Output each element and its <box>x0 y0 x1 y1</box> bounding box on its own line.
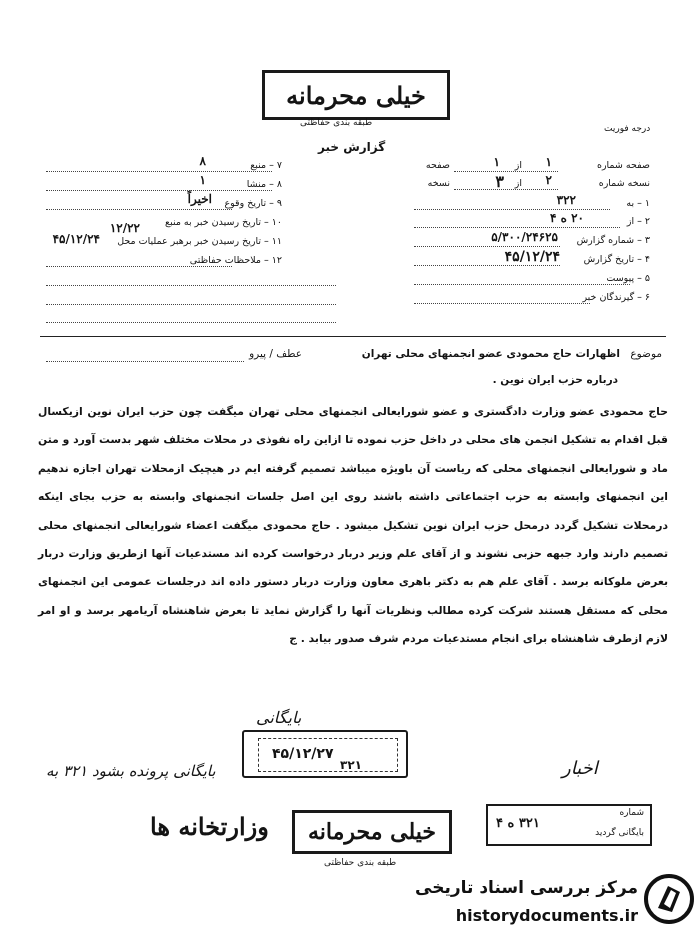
copy-suffix: نسخه <box>427 178 450 189</box>
sheet-suffix: صفحه <box>425 160 450 171</box>
report-number-value: ۵/۳۰۰/۲۴۶۲۵ <box>491 230 558 244</box>
classification-stamp-top <box>262 70 450 120</box>
classification-stamp-bottom <box>292 810 452 854</box>
classification-stamp-top-text: خیلی محرمانه <box>286 80 426 110</box>
report-date-value: ۴۵/۱۲/۲۴ <box>504 249 560 265</box>
archive-stamp-value: ۳۲۱ ه ۴ <box>496 816 540 831</box>
archive-stamp <box>486 804 652 846</box>
registry-stamp-number: ۴۵/۱۲/۲۷ <box>272 746 334 762</box>
report-number-label: ۳ – شماره گزارش <box>576 235 650 246</box>
sheet-number-label: صفحه شماره <box>596 160 650 171</box>
occurrence-date-value: اخیراً <box>187 192 212 206</box>
classification-stamp-bottom-text: خیلی محرمانه <box>307 819 437 845</box>
registry-stamp-number-2: ۳۲۱ <box>340 758 362 772</box>
receipt-date-value: ۱۲/۲۲ <box>109 221 140 235</box>
action-date-label: ۱۱ – تاریخ رسیدن خبر برهبر عملیات محل <box>117 236 282 247</box>
subject-label: موضوع <box>630 348 662 360</box>
origin-value: ۱ <box>199 173 206 187</box>
sheet-number-value: ۱ <box>545 155 552 169</box>
archive-stamp-status: بایگانی گردید <box>595 828 644 838</box>
from-value: ۲۰ ه ۴ <box>550 211 584 225</box>
copy-number-label: نسخه شماره <box>598 178 650 189</box>
copy-of-label: از <box>514 178 522 189</box>
watermark-title: مرکز بررسی اسناد تاریخی <box>415 878 638 898</box>
priority-label: درجه فوریت <box>604 124 651 134</box>
copy-number-value: ۲ <box>545 173 552 187</box>
archive-stamp-label: شماره <box>619 808 644 818</box>
handwritten-note-left: بایگانی پرونده بشود ۳۲۱ به <box>46 762 216 780</box>
archive-watermark <box>415 872 700 936</box>
receipt-date-label: ۱۰ – تاریخ رسیدن خبر به منبع <box>165 217 282 228</box>
handwritten-note-mid: بایگانی <box>256 708 302 727</box>
attachment-label: ۵ – پیوست <box>606 273 650 284</box>
subject-text: اظهارات حاج محمودی عضو انجمنهای محلی تهران <box>361 348 620 360</box>
action-date-value: ۴۵/۱۲/۲۴ <box>52 232 100 246</box>
reference-label: عطف / پیرو <box>249 348 302 360</box>
sheet-of-value: ۱ <box>493 155 500 169</box>
ministry-label: وزارتخانه ها <box>150 812 269 841</box>
document-title: گزارش خبر <box>318 140 386 154</box>
report-body: حاج محمودی عضو وزارت دادگستری و عضو شورایعالی انجمنهای محلی تهران میگفت چون حزب ایران نوین ازیکسال قبل اقدام به تشکیل انجمن های محلی در داخل حزب نموده تا ازاین راه نفوذی در محلات مختلف شهر بدست آورد و متن ماد و شورایعالی انجمنهای محلی که ریاست آن باویژه میباشد تصمیم گرفته ایم در هیچیک ازمحلات تهران اجازه ندهیم این انجمنهای وابسته به حزب اجتماعاتی داشته باشند روی این اصل جلسات انجمنهای وابسته به حزب بجای اینکه درمحلات تشکیل گردد درمحل حزب ایران نوین تشکیل میشود . حاج محمودی میگفت اعضاء شورایعالی انجمنهای محلی تصمیم دارند وارد جبهه حزبی نشوند و از آقای علم وزیر دربار درخواست کرده اند مستدعیات آنها ازطریق وزارت دربار بعرض ملوکانه برسد . آقای علم هم به دکتر باهری معاون وزارت دربار دستور داده اند درجلسات عمومی این انجمنهای محلی که مستقل هستند شرکت کرده مطالب ونظریات آنها را گزارش نماید تا بعرض شاهنشاه آریامهر برسد و او امر لازم ازطرف شاهنشاه برای انجام مستدعیات مردم شرف صدور بیابد . ج <box>38 405 668 646</box>
sheet-of-label: از <box>514 160 522 171</box>
from-label: ۲ – از <box>626 216 650 227</box>
watermark-url: historydocuments.ir <box>455 906 638 925</box>
source-label: ۷ – منبع <box>250 160 282 171</box>
recipients-label: ۶ – گیرندگان خبر <box>582 292 650 303</box>
source-value: ۸ <box>199 154 206 168</box>
to-value: ۳۲۲ <box>556 193 576 207</box>
classification-caption-bottom: طبقه بندی حفاظتی <box>324 858 397 868</box>
to-label: ۱ – به <box>626 198 650 209</box>
handwritten-signature: اخبار <box>562 758 598 779</box>
classification-caption-top: طبقه بندی حفاظتی <box>300 118 373 128</box>
archive-logo-icon <box>644 874 694 924</box>
header-divider <box>40 336 666 337</box>
registry-stamp <box>242 730 408 778</box>
security-notes-label: ۱۲ – ملاحظات حفاظتی <box>189 255 282 266</box>
subject-line-2: درباره حزب ایران نوین . <box>492 374 618 386</box>
report-date-label: ۴ – تاریخ گزارش <box>583 254 650 265</box>
origin-label: ۸ – منشا <box>246 179 282 190</box>
copy-of-value: ۳ <box>495 172 504 191</box>
occurrence-date-label: ۹ – تاریخ وقوع <box>224 198 282 209</box>
